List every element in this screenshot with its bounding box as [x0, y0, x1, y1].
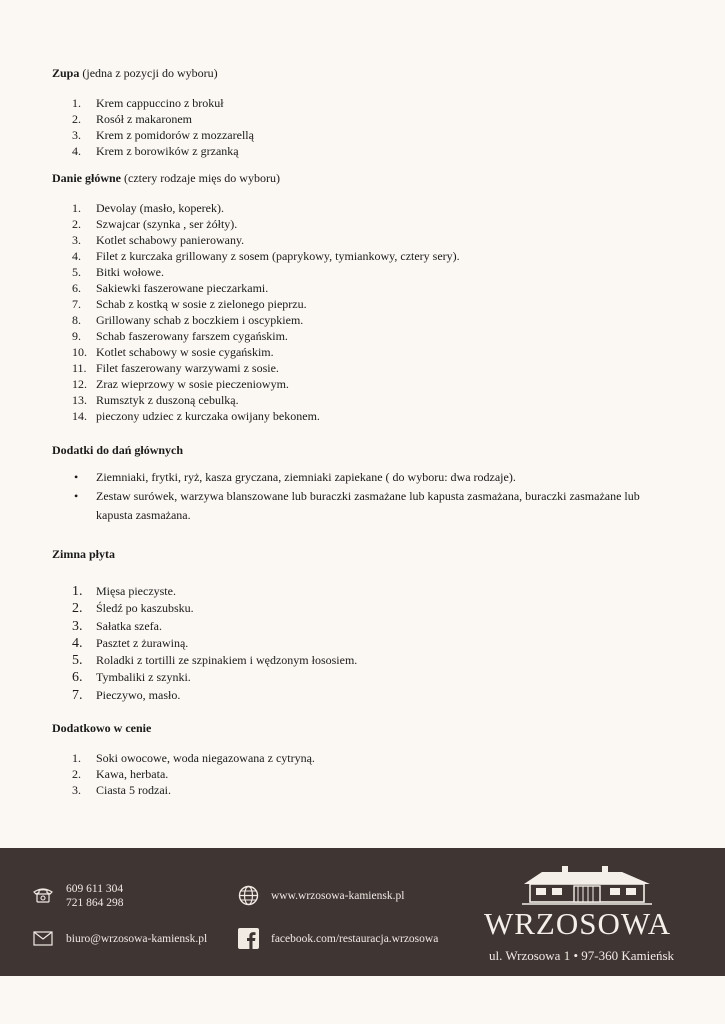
list-item [52, 312, 682, 328]
list-item [52, 264, 682, 280]
item-number: 5. [72, 653, 83, 669]
item-text: Szwajcar (szynka , ser żółty). [96, 217, 238, 231]
brand-name: WRZOSOWA [484, 906, 672, 941]
email-link[interactable]: biuro@wrzosowa-kamiensk.pl [66, 933, 208, 945]
list-item [52, 635, 682, 652]
list-item [52, 248, 682, 264]
item-number: 2. [72, 601, 83, 617]
item-number: 6. [72, 670, 83, 686]
phone-icon [32, 886, 54, 904]
website-link[interactable]: www.wrzosowa-kamiensk.pl [271, 890, 405, 902]
item-text: Bitki wołowe. [96, 265, 164, 279]
section-dodatkowo-heading [52, 719, 682, 737]
list-item [52, 360, 682, 376]
item-text: Ziemniaki, frytki, ryż, kasza gryczana, ziemniaki zapiekane ( do wyboru: dwa rodzaje). [96, 470, 516, 484]
list-item [52, 487, 682, 525]
list-item [52, 296, 682, 312]
section-note: (cztery rodzaje mięs do wyboru) [124, 171, 280, 185]
item-number: 3. [72, 128, 81, 142]
item-number: 3. [72, 618, 83, 634]
section-title: Dodatkowo w cenie [52, 721, 152, 736]
item-text: Kotlet schabowy panierowany. [96, 233, 245, 247]
item-number: 12. [72, 377, 87, 391]
item-number: 10. [72, 345, 87, 359]
list-item [52, 95, 682, 111]
phone-number-1[interactable]: 609 611 304 [66, 883, 124, 895]
item-text: Schab faszerowany farszem cygańskim. [96, 329, 288, 343]
item-number: 3. [72, 233, 81, 247]
list-item [52, 408, 682, 424]
section-title: Danie główne [52, 171, 121, 185]
item-text: Pasztet z żurawiną. [96, 635, 189, 650]
item-text: Sakiewki faszerowane pieczarkami. [96, 281, 269, 295]
list-item [52, 669, 682, 686]
list-item [52, 127, 682, 143]
item-text: Pieczywo, masło. [96, 687, 181, 702]
item-number: 7. [72, 297, 81, 311]
section-note: (jedna z pozycji do wyboru) [82, 66, 218, 80]
list-item [52, 111, 682, 127]
item-text: Krem z pomidorów z mozzarellą [96, 128, 254, 142]
item-number: 8. [72, 313, 81, 327]
dodatki-list [52, 468, 682, 525]
facebook-link[interactable]: facebook.com/restauracja.wrzosowa [271, 933, 439, 945]
section-zupa-heading [52, 64, 682, 82]
list-item [52, 200, 682, 216]
item-text: Kawa, herbata. [96, 767, 169, 782]
item-text: Ciasta 5 rodzai. [96, 783, 171, 798]
item-text: Krem cappuccino z brokuł [96, 96, 224, 110]
bullet-icon: • [74, 489, 79, 503]
list-item [52, 618, 682, 635]
item-number: 1. [72, 201, 81, 215]
list-item [52, 782, 682, 798]
item-text: Zestaw surówek, warzywa blanszowane lub buraczki zasmażane lub kapusta zasmażana, buraczki zasmażane lub [96, 489, 640, 503]
danie-list [52, 200, 682, 424]
section-dodatki-heading [52, 441, 682, 459]
list-item [52, 583, 682, 600]
item-number: 14. [72, 409, 87, 423]
zimna-list [52, 583, 682, 704]
item-number: 9. [72, 329, 81, 343]
item-number: 2. [72, 767, 81, 782]
item-number: 6. [72, 281, 81, 295]
item-text: Mięsa pieczyste. [96, 584, 176, 598]
list-item [52, 600, 682, 617]
list-item [52, 750, 682, 766]
item-text: Soki owocowe, woda niegazowana z cytryną. [96, 751, 315, 766]
item-number: 2. [72, 112, 81, 126]
item-number: 1. [72, 584, 83, 599]
menu-content [52, 64, 682, 798]
section-title: Zupa [52, 66, 80, 80]
item-text: Krem z borowików z grzanką [96, 144, 239, 158]
list-item [52, 468, 682, 487]
list-item [52, 652, 682, 669]
facebook-icon [238, 928, 259, 949]
list-item [52, 232, 682, 248]
list-item [52, 392, 682, 408]
item-text: Schab z kostką w sosie z zielonego pieprzu. [96, 297, 307, 311]
item-text: Roladki z tortilli ze szpinakiem i wędzonym łososiem. [96, 653, 358, 668]
item-number: 1. [72, 751, 81, 766]
item-text: Sałatka szefa. [96, 618, 162, 633]
item-number: 2. [72, 217, 81, 231]
house-logo [522, 862, 652, 906]
list-item [52, 687, 682, 704]
zupa-list [52, 95, 682, 159]
list-item [52, 328, 682, 344]
section-title: Dodatki do dań głównych [52, 443, 184, 457]
item-number: 11. [72, 361, 87, 375]
item-text: Śledź po kaszubsku. [96, 601, 194, 616]
item-number: 5. [72, 265, 81, 279]
section-zimna-heading [52, 545, 682, 563]
item-text: Filet z kurczaka grillowany z sosem (paprykowy, tymiankowy, cztery sery). [96, 249, 460, 263]
phone-number-2[interactable]: 721 864 298 [66, 897, 124, 909]
item-text: Filet faszerowany warzywami z sosie. [96, 361, 279, 375]
globe-icon [238, 885, 259, 906]
list-item [52, 280, 682, 296]
item-text: pieczony udziec z kurczaka owijany bekonem. [96, 409, 320, 423]
item-text: Rumsztyk z duszoną cebulką. [96, 393, 239, 407]
item-number: 4. [72, 144, 81, 158]
item-number: 7. [72, 687, 83, 703]
list-item [52, 376, 682, 392]
item-text: Zraz wieprzowy w sosie pieczeniowym. [96, 377, 289, 391]
item-text: Rosół z makaronem [96, 112, 192, 126]
item-text: Grillowany schab z boczkiem i oscypkiem. [96, 313, 304, 327]
section-title: Zimna płyta [52, 547, 116, 561]
bullet-icon: • [74, 470, 79, 484]
section-danie-heading [52, 169, 682, 187]
item-text: kapusta zasmażana. [96, 508, 191, 522]
mail-icon [33, 931, 53, 946]
list-item [52, 344, 682, 360]
item-number: 13. [72, 393, 87, 407]
list-item [52, 216, 682, 232]
item-text: Kotlet schabowy w sosie cygańskim. [96, 345, 274, 359]
item-number: 1. [72, 96, 81, 110]
item-number: 4. [72, 635, 83, 651]
item-number: 4. [72, 249, 81, 263]
brand-address: ul. Wrzosowa 1 • 97-360 Kamieńsk [489, 948, 675, 963]
list-item [52, 143, 682, 159]
item-number: 3. [72, 783, 81, 798]
list-item [52, 766, 682, 782]
item-text: Devolay (masło, koperek). [96, 201, 224, 215]
item-text: Tymbaliki z szynki. [96, 670, 191, 685]
dodatkowo-list [52, 750, 682, 798]
